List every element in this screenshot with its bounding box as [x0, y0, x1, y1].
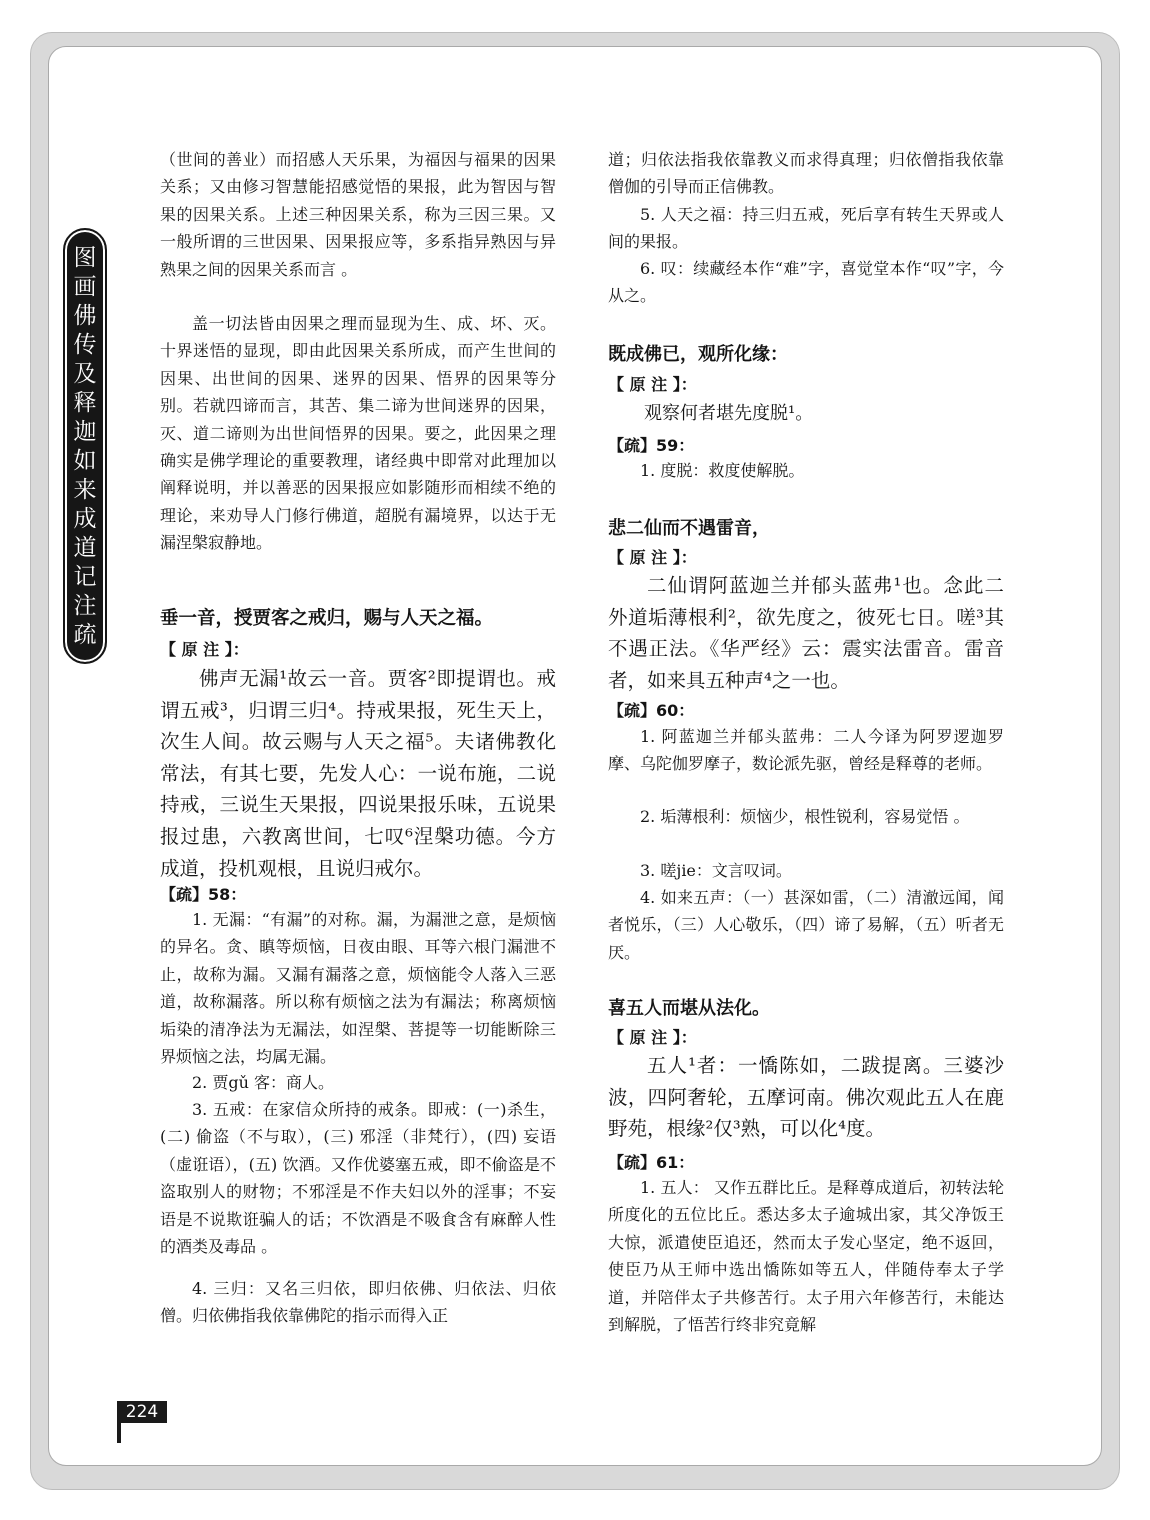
spine-char: 来	[73, 477, 97, 503]
spine-char: 道	[73, 535, 97, 561]
commentary-59-note-1: 1. 度脱：救度使解脱。	[640, 461, 805, 480]
page-number: 224	[117, 1401, 167, 1423]
commentary-label-59: 【疏】59：	[608, 436, 695, 455]
page-number-rule	[117, 1423, 121, 1443]
spine-char: 迦	[73, 419, 97, 445]
section-heading-59: 既成佛已，观所化缘：	[608, 344, 788, 365]
spine-char: 及	[73, 361, 97, 387]
commentary-label-60: 【疏】60：	[608, 701, 695, 720]
commentary-60-note-3: 3. 嗟jie：文言叹词。	[640, 861, 792, 880]
spine-char: 图	[73, 245, 97, 271]
section-heading-58: 垂一音，授贾客之戒归，赐与人天之福。	[160, 608, 494, 629]
original-note-label: 【 原 注 】：	[160, 640, 249, 659]
spine-char: 画	[73, 274, 97, 300]
spine-char: 释	[73, 390, 97, 416]
commentary-label-58: 【疏】58：	[160, 885, 247, 904]
commentary-label-61: 【疏】61：	[608, 1153, 695, 1172]
spine-title-tab	[63, 228, 107, 664]
intro-paragraph-2: 盖一切法皆由因果之理而显现为生、成、坏、灭。十界迷悟的显现，即由此因果关系所成，而产生世间的因果、出世间的因果、迷界的因果、悟界的因果等分别。若就四谛而言，其苦、集二谛为世间迷界的因果，灭、道二谛则为出世间悟界的因果。要之，此因果之理确实是佛学理论的重要教理，诸经典中即常对此理加以阐释说明，并以善恶的因果报应如影随形而相续不绝的理论，来劝导人门修行佛道，超脱有漏境界，以达于无漏涅槃寂静地。	[160, 314, 556, 553]
commentary-60-note-1: 1. 阿蓝迦兰并郁头蓝弗：二人今译为阿罗逻迦罗摩、乌陀伽罗摩子，数论派先驱，曾经是释尊的老师。	[608, 727, 1004, 774]
intro-paragraph-1: （世间的善业）而招感人天乐果，为福因与福果的因果关系；又由修习智慧能招感觉悟的果报，此为智因与智果的因果关系。上述三种因果关系，称为三因三果。又一般所谓的三世因果、因果报应等，多系指异熟因与异熟果之间的因果关系而言 。	[160, 150, 556, 279]
section-heading-61: 喜五人而堪从法化。	[608, 998, 770, 1019]
spine-char: 注	[73, 593, 97, 619]
original-note-text-60: 二仙谓阿蓝迦兰并郁头蓝弗¹也。念此二外道垢薄根利²，欲先度之，彼死七日。嗟³其不遇正法。《华严经》云：震实法雷音。雷音者，如来具五种声⁴之一也。	[608, 574, 1004, 692]
section-heading-60: 悲二仙而不遇雷音，	[608, 518, 770, 539]
original-note-text-59: 观察何者堪先度脱¹。	[644, 403, 814, 424]
commentary-60-note-2: 2. 垢薄根利：烦恼少，根性锐利，容易觉悟 。	[640, 807, 970, 826]
spine-char: 疏	[73, 622, 97, 648]
commentary-note-6: 6. 叹：续藏经本作“难”字，喜觉堂本作“叹”字，今从之。	[608, 259, 1004, 306]
commentary-note-1: 1. 无漏：“有漏”的对称。漏，为漏泄之意，是烦恼的异名。贪、瞋等烦恼，日夜由眼、耳等六根门漏泄不止，故称为漏。又漏有漏落之意，烦恼能令人落入三恶道，故称漏落。所以称有烦恼之法为有漏法；称离烦恼垢染的清净法为无漏法，如涅槃、菩提等一切能断除三界烦恼之法，均属无漏。	[160, 910, 556, 1067]
continued-note-4: 道；归依法指我依靠教义而求得真理；归依僧指我依靠僧伽的引导而正信佛教。	[608, 150, 1004, 197]
original-note-label-61: 【 原 注 】：	[608, 1028, 697, 1047]
commentary-note-5: 5. 人天之福：持三归五戒，死后享有转生天界或人间的果报。	[608, 205, 1004, 252]
spine-char: 成	[73, 506, 97, 532]
original-note-text-61: 五人¹者：一憍陈如，二跋提离。三婆沙波，四阿奢轮，五摩诃南。佛次观此五人在鹿野苑，根缘²仅³熟，可以化⁴度。	[608, 1054, 1004, 1141]
spine-char: 传	[73, 332, 97, 358]
original-note-label-59: 【 原 注 】：	[608, 375, 697, 394]
commentary-note-2: 2. 贾gǔ 客：商人。	[192, 1073, 334, 1092]
original-note-text: 佛声无漏¹故云一音。贾客²即提谓也。戒谓五戒³，归谓三归⁴。持戒果报，死生天上，次生人间。故云赐与人天之福⁵。夫诸佛教化常法，有其七要，先发人心：一说布施，二说持戒，三说生天果报，四说果报乐味，五说果报过患，六教离世间，七叹⁶涅槃功德。今方成道，投机观根，且说归戒尔。	[160, 667, 556, 880]
spine-char: 记	[73, 564, 97, 590]
spine-char: 佛	[73, 303, 97, 329]
commentary-61-note-1: 1. 五人： 又作五群比丘。是释尊成道后，初转法轮所度化的五位比丘。悉达多太子逾城出家，其父净饭王大惊，派遣使臣追还，然而太子发心坚定，绝不返回，使臣乃从王师中选出憍陈如等五人，伴随侍奉太子学道，并陪伴太子共修苦行。太子用六年修苦行，未能达到解脱，了悟苦行终非究竟解	[608, 1178, 1004, 1335]
original-note-label-60: 【 原 注 】：	[608, 548, 697, 567]
commentary-note-4: 4. 三归：又名三归依，即归依佛、归依法、归依僧。归依佛指我依靠佛陀的指示而得入正	[160, 1279, 556, 1326]
spine-char: 如	[73, 448, 97, 474]
commentary-note-3: 3. 五戒：在家信众所持的戒条。即戒：(一)杀生，(二) 偷盗（不与取），(三) 邪淫（非梵行），(四) 妄语（虚诳语），(五) 饮酒。又作优婆塞五戒，即不偷盗是不盗取别人的财物；不邪淫是不作夫妇以外的淫事；不妄语是不说欺诳骗人的话；不饮酒是不吸食含有麻醉人性的酒类及毒品 。	[160, 1100, 556, 1257]
commentary-60-note-4: 4. 如来五声：（一）甚深如雷，（二）清澈远闻，闻者悦乐，（三）人心敬乐，（四）谛了易解，（五）听者无厌。	[608, 888, 1004, 962]
